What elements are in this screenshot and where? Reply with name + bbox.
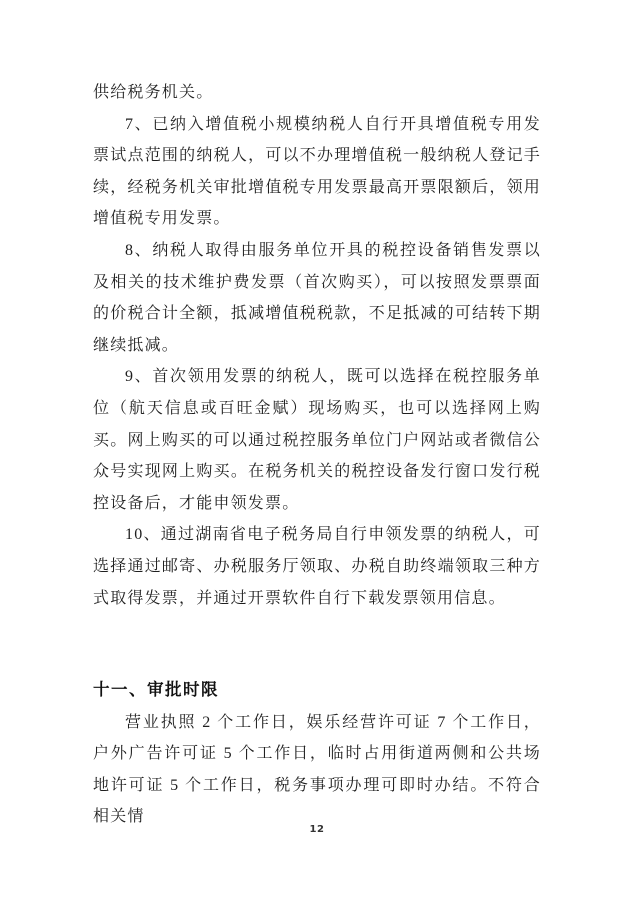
paragraph-item-7: 7、已纳入增值税小规模纳税人自行开具增值税专用发票试点范围的纳税人，可以不办理增值税一般纳税人登记手续，经税务机关审批增值税专用发票最高开票限额后，领用增值税专用发票。 <box>93 115 541 228</box>
page-body <box>93 77 541 833</box>
paragraph-approval-limits: 营业执照 2 个工作日，娱乐经营许可证 7 个工作日，户外广告许可证 5 个工作日，临时占用街道两侧和公共场地许可证 5 个工作日，税务事项办理可即时办结。不符合相关情 <box>93 713 541 826</box>
section-heading: 十一、审批时限 <box>93 681 219 700</box>
section-spacer <box>93 614 541 675</box>
paragraph-item-8: 8、纳税人取得由服务单位开具的税控设备销售发票以及相关的技术维护费发票（首次购买），可以按照发票票面的价税合计全额，抵减增值税税款，不足抵减的可结转下期继续抵减。 <box>93 241 541 354</box>
page-number: 12 <box>309 824 325 835</box>
paragraph-item-10: 10、通过湖南省电子税务局自行申领发票的纳税人，可选择通过邮寄、办税服务厅领取、办税自助终端领取三种方式取得发票，并通过开票软件自行下载发票领用信息。 <box>93 526 541 607</box>
paragraph-continuation: 供给税务机关。 <box>93 84 214 101</box>
paragraph-item-9: 9、首次领用发票的纳税人，既可以选择在税控服务单位（航天信息或百旺金赋）现场购买，也可以选择网上购买。网上购买的可以通过税控服务单位门户网站或者微信公众号实现网上购买。在税务机关的税控设备发行窗口发行税控设备后，才能申领发票。 <box>93 368 541 512</box>
page-footer <box>0 819 634 837</box>
